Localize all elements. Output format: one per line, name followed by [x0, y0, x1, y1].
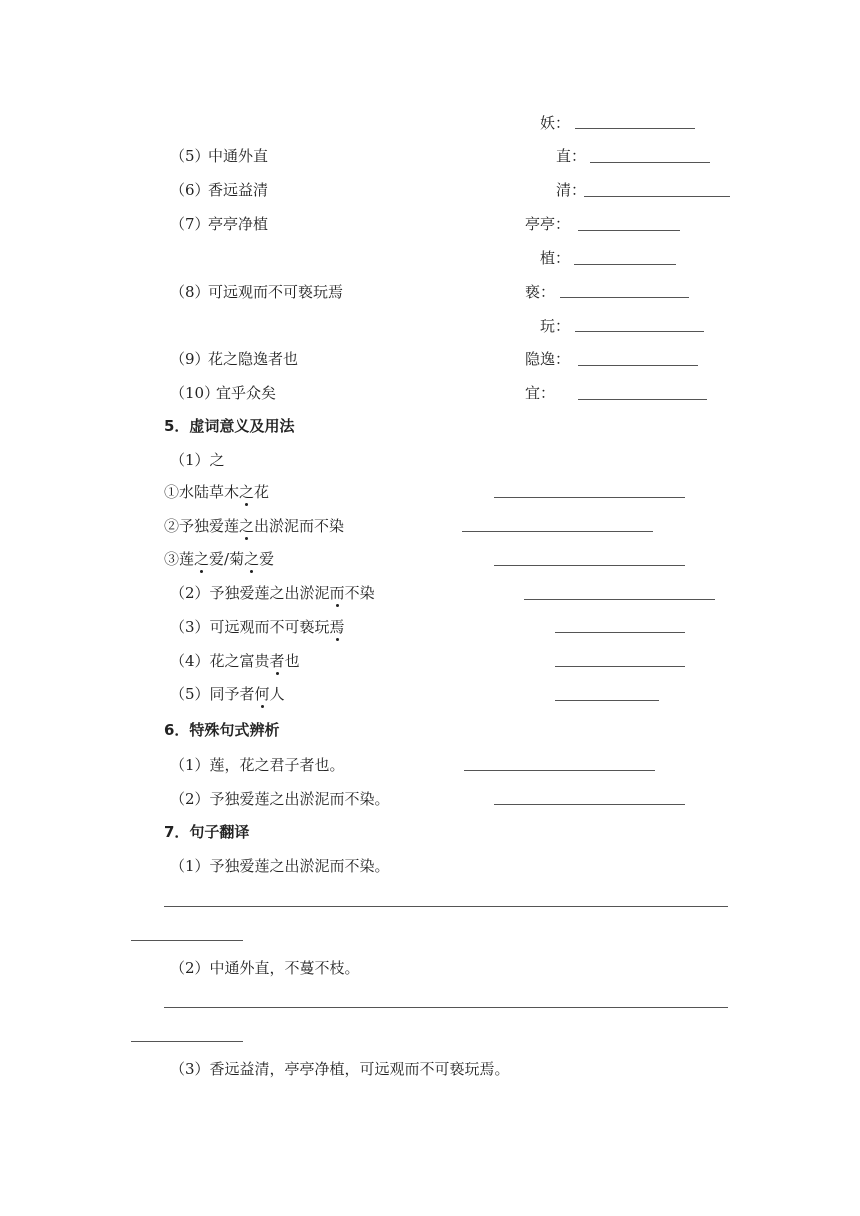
answer-blank-yao[interactable]: [575, 128, 695, 129]
answer-label: 清：: [556, 181, 587, 199]
item-text: （2）予独爱莲之出淤泥: [170, 584, 330, 602]
item-text: 出淤泥而不染: [254, 517, 345, 535]
function-word-item: [170, 583, 375, 603]
answer-blank[interactable]: [590, 162, 710, 163]
item-text: ②予独爱莲: [164, 517, 240, 535]
answer-blank[interactable]: [578, 230, 680, 231]
translation-blank-continued[interactable]: [131, 1041, 243, 1042]
section-title: 7．句子翻译: [164, 823, 250, 841]
vocab-number: （9）: [170, 350, 210, 368]
answer-blank[interactable]: [584, 196, 730, 197]
dotted-word: 者: [269, 652, 285, 670]
vocab-phrase: 可远观而不可亵玩焉: [208, 283, 344, 301]
vocab-number: （7）: [170, 215, 210, 233]
function-word-item: [164, 516, 344, 536]
dotted-word: 之: [239, 517, 255, 535]
answer-blank[interactable]: [555, 666, 685, 667]
sentence-item: （1）莲，花之君子者也。: [170, 756, 345, 774]
vocab-phrase: 香远益清: [208, 181, 269, 199]
answer-blank[interactable]: [464, 770, 655, 771]
dotted-word: 之: [194, 550, 210, 568]
vocab-number: （6）: [170, 181, 210, 199]
answer-label: 隐逸：: [525, 350, 571, 368]
answer-blank[interactable]: [462, 531, 653, 532]
dotted-word: 焉: [329, 618, 345, 636]
dotted-word: 之: [244, 550, 260, 568]
function-word-item: [164, 549, 274, 569]
vocab-number: （8）: [170, 283, 210, 301]
translation-blank[interactable]: [164, 1007, 728, 1008]
translation-blank[interactable]: [164, 906, 728, 907]
dotted-word: 之: [239, 483, 255, 501]
answer-blank[interactable]: [560, 297, 689, 298]
answer-blank[interactable]: [494, 497, 685, 498]
item-text: 花: [254, 483, 270, 501]
section-title: 6．特殊句式辨析: [164, 721, 280, 739]
answer-label: 亭亭：: [525, 215, 571, 233]
answer-label: 亵：: [525, 283, 556, 301]
item-text: 也: [284, 652, 300, 670]
item-text: 不染: [344, 584, 375, 602]
function-word-item: [164, 482, 269, 502]
vocab-phrase: 中通外直: [208, 147, 269, 165]
sub-heading: （1）之: [170, 451, 225, 469]
translation-blank-continued[interactable]: [131, 940, 243, 941]
answer-blank[interactable]: [494, 804, 685, 805]
answer-label: 玩：: [540, 317, 571, 335]
answer-blank[interactable]: [578, 365, 698, 366]
vocab-number: （5）: [170, 147, 210, 165]
function-word-item: [170, 617, 345, 637]
answer-blank[interactable]: [494, 565, 685, 566]
answer-blank[interactable]: [524, 599, 715, 600]
answer-blank[interactable]: [575, 331, 704, 332]
answer-label: 植：: [540, 249, 571, 267]
vocab-number: （10）: [170, 384, 220, 402]
item-text: 人: [269, 685, 285, 703]
item-text: ③莲: [164, 550, 195, 568]
vocab-phrase: 宜乎众矣: [216, 384, 277, 402]
translation-item: （1）予独爱莲之出淤泥而不染。: [170, 857, 390, 875]
answer-blank[interactable]: [578, 399, 707, 400]
vocab-phrase: 亭亭净植: [208, 215, 269, 233]
sentence-item: （2）予独爱莲之出淤泥而不染。: [170, 790, 390, 808]
item-text: 爱: [259, 550, 275, 568]
item-text: （4）花之富贵: [170, 652, 270, 670]
answer-blank[interactable]: [555, 700, 659, 701]
dotted-word: 何: [254, 685, 270, 703]
item-text: ①水陆草木: [164, 483, 240, 501]
item-text: （5）同予者: [170, 685, 255, 703]
answer-label: 直：: [556, 147, 587, 165]
answer-blank[interactable]: [555, 632, 685, 633]
vocab-phrase: 花之隐逸者也: [208, 350, 299, 368]
item-text: 爱/菊: [209, 550, 245, 568]
function-word-item: [170, 684, 285, 704]
answer-blank[interactable]: [574, 264, 676, 265]
answer-label: 宜：: [525, 384, 556, 402]
translation-item: （3）香远益清，亭亭净植，可远观而不可亵玩焉。: [170, 1060, 510, 1078]
translation-item: （2）中通外直，不蔓不枝。: [170, 959, 360, 977]
function-word-item: [170, 651, 300, 671]
dotted-word: 而: [329, 584, 345, 602]
item-text: （3）可远观而不可亵玩: [170, 618, 330, 636]
section-title: 5．虚词意义及用法: [164, 417, 295, 435]
answer-label-yao: 妖：: [540, 114, 571, 132]
